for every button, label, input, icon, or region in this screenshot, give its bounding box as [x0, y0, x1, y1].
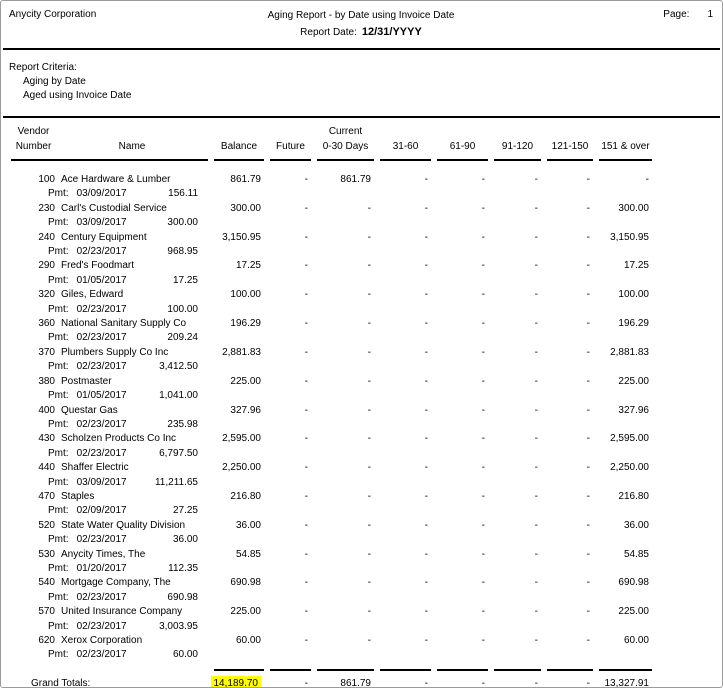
aging-61-90-cell: - — [481, 174, 485, 185]
aging-151-over-cell: 60.00 — [623, 635, 649, 646]
pmt-amount: 60.00 — [172, 649, 198, 661]
pmt-label: Pmt: — [48, 447, 69, 459]
pmt-amount: 209.24 — [167, 332, 198, 344]
vendor-row — [9, 346, 652, 360]
aging-31-60-cell: - — [424, 318, 428, 330]
pmt-amount: 36.00 — [172, 534, 198, 546]
aging-91-120-cell: - — [534, 202, 538, 214]
payment-row — [9, 187, 652, 201]
pmt-date: 01/20/2017 — [76, 562, 127, 574]
grand-total-future: - — [304, 677, 308, 688]
pmt-date: 02/23/2017 — [76, 649, 127, 661]
vendor-row — [9, 490, 652, 504]
payment-row — [9, 389, 652, 403]
column-header-number: Number — [15, 141, 52, 152]
pmt-label: Pmt: — [48, 390, 69, 402]
payment-row — [9, 504, 652, 518]
pmt-date: 02/23/2017 — [76, 303, 127, 315]
pmt-date: 01/05/2017 — [76, 390, 127, 402]
pmt-date: 02/23/2017 — [76, 332, 127, 344]
aging-61-90-cell: - — [481, 462, 485, 474]
aging-151-over-cell: 17.25 — [623, 260, 649, 272]
current-0-30-cell: - — [367, 577, 371, 589]
aging-31-60-cell: - — [424, 174, 428, 185]
vendor-row — [9, 317, 652, 331]
aging-151-over-cell: 36.00 — [623, 519, 649, 531]
balance-cell: 861.79 — [230, 174, 261, 185]
future-cell: - — [304, 375, 308, 387]
aging-151-over-cell: 54.85 — [623, 548, 649, 560]
pmt-date: 03/09/2017 — [76, 217, 127, 229]
grand-total-current: 861.79 — [340, 677, 371, 688]
aging-91-120-cell: - — [534, 231, 538, 243]
balance-cell: 327.96 — [230, 404, 261, 416]
aging-121-150-cell: - — [586, 462, 590, 474]
aging-151-over-cell: - — [645, 174, 649, 185]
pmt-label: Pmt: — [48, 591, 69, 603]
aging-121-150-cell: - — [586, 174, 590, 185]
aging-31-60-cell: - — [424, 606, 428, 618]
current-0-30-cell: - — [367, 260, 371, 272]
aging-151-over-cell: 327.96 — [618, 404, 649, 416]
payment-row — [9, 360, 652, 374]
balance-cell: 2,881.83 — [222, 346, 261, 358]
pmt-label: Pmt: — [48, 332, 69, 344]
aging-121-150-cell: - — [586, 260, 590, 272]
aging-121-150-cell: - — [586, 375, 590, 387]
pmt-amount: 112.35 — [168, 562, 198, 574]
report-date-line — [268, 24, 455, 41]
aging-91-120-cell: - — [534, 289, 538, 301]
report-date-label: Report Date: — [300, 27, 357, 38]
column-header-121-150: 121-150 — [551, 141, 589, 152]
criteria-item: Aging by Date — [23, 76, 86, 87]
payment-row — [9, 620, 652, 634]
pmt-amount: 968.95 — [167, 246, 198, 258]
page-number: 1 — [707, 9, 713, 20]
vendor-name-cell: Ace Hardware & Lumber — [61, 174, 171, 185]
vendor-row — [9, 432, 652, 446]
aging-61-90-cell: - — [481, 318, 485, 330]
pmt-date: 02/23/2017 — [76, 620, 127, 632]
pmt-date: 02/23/2017 — [76, 361, 127, 373]
future-cell: - — [304, 462, 308, 474]
vendor-number-cell: 320 — [38, 289, 55, 301]
aging-151-over-cell: 225.00 — [618, 375, 649, 387]
grand-totals-row — [9, 672, 652, 688]
vendor-name-cell: Fred's Foodmart — [61, 260, 135, 272]
future-cell: - — [304, 490, 308, 502]
aging-31-60-cell: - — [424, 462, 428, 474]
vendor-name-cell: Questar Gas — [61, 404, 118, 416]
aging-91-120-cell: - — [534, 490, 538, 502]
pmt-amount: 11,211.65 — [154, 476, 198, 488]
aging-31-60-cell: - — [424, 577, 428, 589]
aging-121-150-cell: - — [586, 346, 590, 358]
balance-cell: 54.85 — [235, 548, 261, 560]
column-header-future: Future — [276, 141, 305, 152]
payment-row — [9, 447, 652, 461]
current-0-30-cell: - — [367, 202, 371, 214]
aging-151-over-cell: 2,881.83 — [610, 346, 649, 358]
aging-121-150-cell: - — [586, 577, 590, 589]
totals-top-rule — [9, 663, 652, 672]
pmt-amount: 300.00 — [167, 217, 198, 229]
pmt-label: Pmt: — [48, 217, 69, 229]
balance-cell: 216.80 — [230, 490, 261, 502]
aging-91-120-cell: - — [534, 462, 538, 474]
column-header-91-120: 91-120 — [501, 141, 534, 152]
report-date-value: 12/31/YYYY — [361, 26, 422, 38]
aging-121-150-cell: - — [586, 433, 590, 445]
aging-61-90-cell: - — [481, 346, 485, 358]
header-underline — [9, 154, 652, 161]
report-header — [1, 1, 722, 41]
aging-31-60-cell: - — [424, 404, 428, 416]
payment-row — [9, 648, 652, 662]
vendor-name-cell: Plumbers Supply Co Inc — [61, 346, 169, 358]
payment-row — [9, 476, 652, 490]
table-header — [9, 124, 652, 161]
vendor-row — [9, 548, 652, 562]
aging-31-60-cell: - — [424, 490, 428, 502]
vendor-name-cell: Mortgage Company, The — [61, 577, 171, 589]
column-header-vendor: Vendor — [17, 126, 50, 137]
aging-61-90-cell: - — [481, 260, 485, 272]
vendor-row — [9, 375, 652, 389]
pmt-label: Pmt: — [48, 534, 69, 546]
pmt-date: 02/23/2017 — [76, 591, 127, 603]
vendor-name-cell: Scholzen Products Co Inc — [61, 433, 177, 445]
pmt-date: 02/23/2017 — [76, 246, 127, 258]
balance-cell: 2,595.00 — [222, 433, 261, 445]
pmt-label: Pmt: — [48, 188, 69, 200]
aging-31-60-cell: - — [424, 519, 428, 531]
aging-151-over-cell: 216.80 — [618, 490, 649, 502]
aging-91-120-cell: - — [534, 346, 538, 358]
pmt-amount: 27.25 — [172, 505, 198, 517]
vendor-number-cell: 430 — [38, 433, 55, 445]
aging-151-over-cell: 100.00 — [618, 289, 649, 301]
page-label: Page: — [663, 9, 690, 20]
pmt-label: Pmt: — [48, 505, 69, 517]
aging-31-60-cell: - — [424, 635, 428, 646]
aging-151-over-cell: 690.98 — [618, 577, 649, 589]
payment-row — [9, 303, 652, 317]
aging-31-60-cell: - — [424, 260, 428, 272]
aging-61-90-cell: - — [481, 404, 485, 416]
aging-121-150-cell: - — [586, 404, 590, 416]
aging-31-60-cell: - — [424, 289, 428, 301]
vendor-number-cell: 620 — [38, 635, 55, 646]
aging-151-over-cell: 2,595.00 — [610, 433, 649, 445]
aging-61-90-cell: - — [481, 202, 485, 214]
aging-121-150-cell: - — [586, 635, 590, 646]
aging-91-120-cell: - — [534, 174, 538, 185]
aging-61-90-cell: - — [481, 548, 485, 560]
vendor-number-cell: 360 — [38, 318, 55, 330]
pmt-amount: 690.98 — [167, 591, 198, 603]
vendor-number-cell: 370 — [38, 346, 55, 358]
future-cell: - — [304, 519, 308, 531]
balance-cell: 225.00 — [230, 606, 261, 618]
vendor-number-cell: 530 — [38, 548, 55, 560]
pmt-label: Pmt: — [48, 649, 69, 661]
report-title-block — [268, 9, 455, 41]
current-0-30-cell: - — [367, 231, 371, 243]
payment-row — [9, 216, 652, 230]
aging-61-90-cell: - — [481, 231, 485, 243]
report-criteria — [1, 50, 722, 116]
balance-cell: 36.00 — [235, 519, 261, 531]
column-header-name: Name — [118, 141, 146, 152]
future-cell: - — [304, 548, 308, 560]
grand-total-balance[interactable]: 14,189.70 — [211, 676, 262, 688]
pmt-amount: 3,412.50 — [159, 361, 198, 373]
aging-61-90-cell: - — [481, 433, 485, 445]
report-title: Aging Report - by Date using Invoice Date — [267, 10, 455, 21]
vendor-row — [9, 259, 652, 273]
aging-91-120-cell: - — [534, 606, 538, 618]
current-0-30-cell: - — [367, 606, 371, 618]
company-name: Anycity Corporation — [9, 9, 97, 20]
page-indicator — [454, 9, 714, 20]
aging-61-90-cell: - — [481, 577, 485, 589]
vendor-row — [9, 404, 652, 418]
aging-61-90-cell: - — [481, 519, 485, 531]
future-cell: - — [304, 260, 308, 272]
vendor-number-cell: 570 — [38, 606, 55, 618]
current-0-30-cell: - — [367, 635, 371, 646]
aging-61-90-cell: - — [481, 606, 485, 618]
vendor-name-cell: Postmaster — [61, 375, 112, 387]
aging-121-150-cell: - — [586, 318, 590, 330]
current-0-30-cell: - — [367, 346, 371, 358]
grand-total-121-150: - — [586, 677, 590, 688]
vendor-number-cell: 540 — [38, 577, 55, 589]
aging-31-60-cell: - — [424, 231, 428, 243]
aging-151-over-cell: 300.00 — [618, 202, 649, 214]
aging-121-150-cell: - — [586, 289, 590, 301]
vendor-row — [9, 519, 652, 533]
pmt-label: Pmt: — [48, 418, 69, 430]
vendor-number-cell: 380 — [38, 375, 55, 387]
aging-121-150-cell: - — [586, 606, 590, 618]
vendor-row — [9, 288, 652, 302]
criteria-heading: Report Criteria: — [9, 62, 77, 73]
grand-totals-label: Grand Totals: — [31, 677, 91, 688]
vendor-number-cell: 520 — [38, 519, 55, 531]
criteria-divider — [3, 116, 720, 118]
pmt-date: 03/09/2017 — [76, 188, 127, 200]
future-cell: - — [304, 231, 308, 243]
pmt-label: Pmt: — [48, 361, 69, 373]
grand-total-91-120: - — [534, 677, 538, 688]
aging-121-150-cell: - — [586, 231, 590, 243]
future-cell: - — [304, 577, 308, 589]
balance-cell: 17.25 — [235, 260, 261, 272]
aging-31-60-cell: - — [424, 375, 428, 387]
current-0-30-cell: - — [367, 519, 371, 531]
payment-row — [9, 418, 652, 432]
vendor-row — [9, 605, 652, 619]
pmt-amount: 1,041.00 — [159, 390, 198, 402]
pmt-date: 02/23/2017 — [76, 447, 127, 459]
pmt-date: 02/09/2017 — [76, 505, 127, 517]
pmt-amount: 3,003.95 — [159, 620, 198, 632]
future-cell: - — [304, 635, 308, 646]
future-cell: - — [304, 404, 308, 416]
pmt-date: 02/23/2017 — [76, 534, 127, 546]
vendor-name-cell: Xerox Corporation — [61, 635, 143, 646]
aging-121-150-cell: - — [586, 202, 590, 214]
vendor-number-cell: 470 — [38, 490, 55, 502]
balance-cell: 196.29 — [230, 318, 261, 330]
pmt-label: Pmt: — [48, 476, 69, 488]
aging-151-over-cell: 196.29 — [618, 318, 649, 330]
future-cell: - — [304, 318, 308, 330]
future-cell: - — [304, 289, 308, 301]
vendor-row — [9, 202, 652, 216]
balance-cell: 2,250.00 — [222, 462, 261, 474]
aging-table — [9, 124, 652, 688]
balance-cell: 3,150.95 — [222, 231, 261, 243]
column-header-151-over: 151 & over — [601, 141, 650, 152]
aging-31-60-cell: - — [424, 346, 428, 358]
aging-121-150-cell: - — [586, 490, 590, 502]
column-header-current: Current — [328, 126, 363, 137]
aging-91-120-cell: - — [534, 577, 538, 589]
pmt-label: Pmt: — [48, 620, 69, 632]
vendor-row — [9, 461, 652, 475]
payment-row — [9, 533, 652, 547]
aging-91-120-cell: - — [534, 318, 538, 330]
current-0-30-cell: - — [367, 548, 371, 560]
vendor-name-cell: Staples — [61, 490, 95, 502]
column-header-31-60: 31-60 — [392, 141, 419, 152]
grand-total-61-90: - — [481, 677, 485, 688]
vendor-name-cell: Shaffer Electric — [61, 462, 129, 474]
vendor-name-cell: Carl's Custodial Service — [61, 202, 167, 214]
current-0-30-cell: - — [367, 289, 371, 301]
aging-61-90-cell: - — [481, 490, 485, 502]
vendor-number-cell: 100 — [38, 174, 55, 185]
aging-151-over-cell: 2,250.00 — [610, 462, 649, 474]
grand-total-151-over: 13,327.91 — [604, 677, 649, 688]
aging-91-120-cell: - — [534, 260, 538, 272]
current-0-30-cell: - — [367, 462, 371, 474]
vendor-row — [9, 173, 652, 187]
aging-121-150-cell: - — [586, 548, 590, 560]
payment-row — [9, 591, 652, 605]
vendor-number-cell: 240 — [38, 231, 55, 243]
vendor-name-cell: National Sanitary Supply Co — [61, 318, 187, 330]
payment-row — [9, 245, 652, 259]
pmt-label: Pmt: — [48, 246, 69, 258]
future-cell: - — [304, 174, 308, 185]
future-cell: - — [304, 606, 308, 618]
column-header-61-90: 61-90 — [449, 141, 476, 152]
aging-151-over-cell: 3,150.95 — [610, 231, 649, 243]
aging-91-120-cell: - — [534, 635, 538, 646]
current-0-30-cell: - — [367, 375, 371, 387]
aging-31-60-cell: - — [424, 433, 428, 445]
aging-91-120-cell: - — [534, 433, 538, 445]
payment-row — [9, 274, 652, 288]
balance-cell: 100.00 — [230, 289, 261, 301]
vendor-number-cell: 290 — [38, 260, 55, 272]
vendor-name-cell: Anycity Times, The — [61, 548, 146, 560]
grand-totals-section — [9, 663, 652, 688]
vendor-name-cell: United Insurance Company — [61, 606, 183, 618]
current-0-30-cell: - — [367, 404, 371, 416]
pmt-amount: 235.98 — [167, 418, 198, 430]
vendor-name-cell: Giles, Edward — [61, 289, 124, 301]
column-header-balance: Balance — [220, 141, 258, 152]
current-0-30-cell: - — [367, 433, 371, 445]
payment-row — [9, 331, 652, 345]
pmt-amount: 156.11 — [168, 188, 198, 200]
grand-total-31-60: - — [424, 677, 428, 688]
pmt-amount: 17.25 — [172, 274, 198, 286]
table-body — [9, 161, 652, 663]
pmt-label: Pmt: — [48, 274, 69, 286]
aging-31-60-cell: - — [424, 548, 428, 560]
current-0-30-cell: 861.79 — [340, 174, 371, 185]
future-cell: - — [304, 433, 308, 445]
aging-61-90-cell: - — [481, 635, 485, 646]
current-0-30-cell: - — [367, 318, 371, 330]
vendor-number-cell: 230 — [38, 202, 55, 214]
pmt-label: Pmt: — [48, 562, 69, 574]
vendor-number-cell: 440 — [38, 462, 55, 474]
future-cell: - — [304, 202, 308, 214]
pmt-date: 03/09/2017 — [76, 476, 127, 488]
aging-121-150-cell: - — [586, 519, 590, 531]
pmt-label: Pmt: — [48, 303, 69, 315]
aging-61-90-cell: - — [481, 375, 485, 387]
aging-151-over-cell: 225.00 — [618, 606, 649, 618]
criteria-item: Aged using Invoice Date — [23, 90, 132, 101]
vendor-number-cell: 400 — [38, 404, 55, 416]
aging-91-120-cell: - — [534, 404, 538, 416]
pmt-date: 01/05/2017 — [76, 274, 127, 286]
future-cell: - — [304, 346, 308, 358]
aging-31-60-cell: - — [424, 202, 428, 214]
payment-row — [9, 562, 652, 576]
balance-cell: 300.00 — [230, 202, 261, 214]
pmt-date: 02/23/2017 — [76, 418, 127, 430]
aging-91-120-cell: - — [534, 375, 538, 387]
vendor-row — [9, 634, 652, 648]
current-0-30-cell: - — [367, 490, 371, 502]
balance-cell: 690.98 — [230, 577, 261, 589]
aging-91-120-cell: - — [534, 519, 538, 531]
vendor-name-cell: Century Equipment — [61, 231, 147, 243]
balance-cell: 225.00 — [230, 375, 261, 387]
pmt-amount: 100.00 — [167, 303, 198, 315]
vendor-row — [9, 576, 652, 590]
aging-91-120-cell: - — [534, 548, 538, 560]
vendor-name-cell: State Water Quality Division — [61, 519, 186, 531]
vendor-row — [9, 231, 652, 245]
pmt-amount: 6,797.50 — [159, 447, 198, 459]
balance-cell: 60.00 — [235, 635, 261, 646]
column-header-0-30-days: 0-30 Days — [322, 141, 369, 152]
aging-61-90-cell: - — [481, 289, 485, 301]
